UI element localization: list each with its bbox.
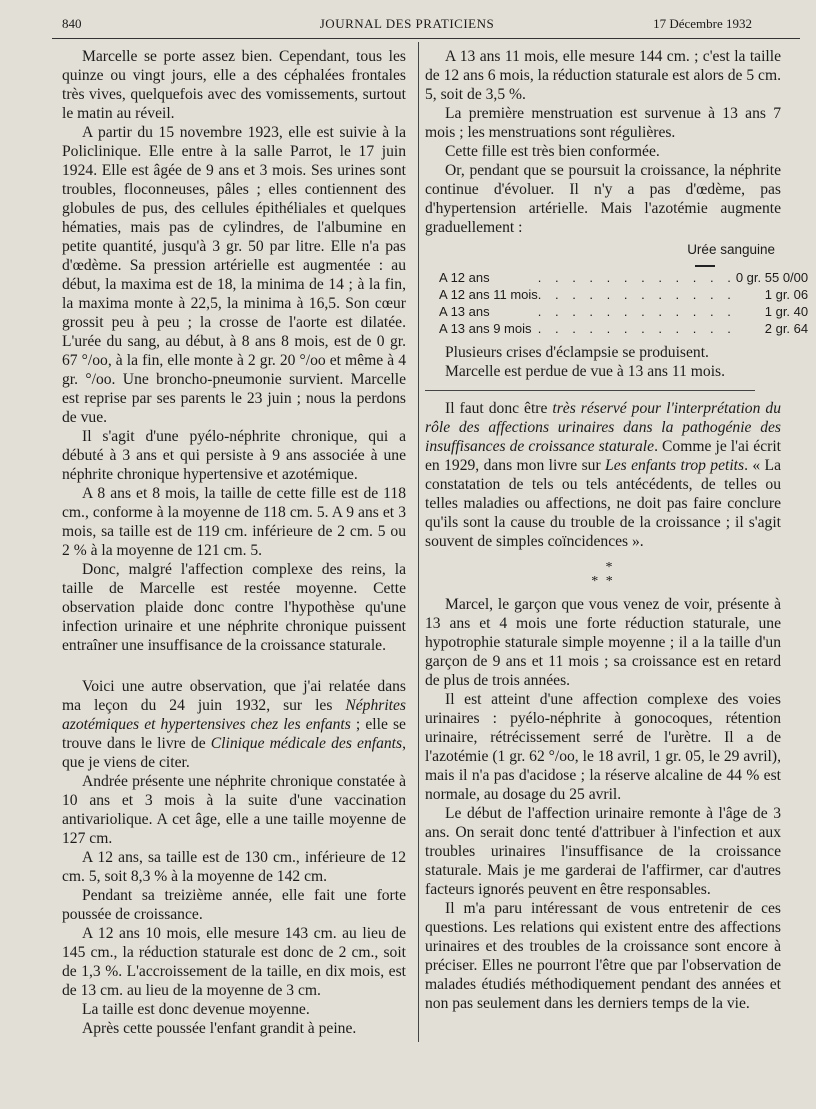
leader-dots: . . . . . . . . . . . . xyxy=(537,304,736,319)
paragraph: A partir du 15 novembre 1923, elle est suivie à la Policlinique. Elle entre à la salle Parrot, le 17 juin 1924. Elle est âgée de 9 ans et 3 mois. Ses urines sont troubles, floconneuses, pâles ; elles contiennent des globules de pus, des cellules épithéliales et quelques hématies, mais pas de cylindres, de l'albumine en petite quantité, jusqu'à 3 gr. 50 par litre. Elle n'a pas d'œdème. Sa pression artérielle est augmentée : au début, la maxima est de 18, la minima de 14 ; à la fin, la maxima monte à 22,5, la minima à 16,5. Son cœur grossit peu à peu ; la crosse de l'aorte est dilatée. L'urée du sang, au début, à 8 ans 8 mois, est de 0 gr. 67 °/oo, à la fin, elle monte à 2 gr. 20 °/oo et même à 4 gr. °/oo. Une broncho-pneumonie survient. Marcelle est reprise par ses parents le 23 juin ; nous la perdons de vue. xyxy=(62,124,406,426)
page-header xyxy=(62,16,752,36)
table-row xyxy=(425,286,816,303)
urea-table-header: Urée sanguine xyxy=(687,242,775,257)
paragraph: Il m'a paru intéressant de vous entretenir de ces questions. Les relations qui existent entre des affections urinaires et des troubles de la croissance sont encore à préciser. Elles ne pourront l'être que par l'observation de malades étudiés méthodiquement pendant des années et non pas seulement dans les derniers temps de la vie. xyxy=(425,900,781,1012)
leader-dots: . . . . . . . . . . . . xyxy=(537,270,736,285)
italic-title: Clinique médicale des enfants xyxy=(210,735,403,752)
table-row xyxy=(425,269,816,286)
italic-emphasis: très réservé pour l'interprétation du rôle des affections urinaires dans la pathogénie des insuffisances de croissance staturale xyxy=(425,400,781,455)
issue-date: 17 Décembre 1932 xyxy=(653,16,752,31)
paragraph: A 13 ans 11 mois, elle mesure 144 cm. ; c'est la taille de 12 ans 6 mois, la réduction staturale est alors de 5 cm. 5, soit de 3,5 %. xyxy=(425,48,781,103)
asterism xyxy=(425,561,781,595)
urea-value: 2 gr. 64 xyxy=(764,321,809,336)
right-column xyxy=(425,47,809,1013)
asterism-top: * xyxy=(605,560,615,575)
paragraph-conclusion: Il faut donc être très réservé pour l'interprétation du rôle des affections urinaires dans la pathogénie des insuffisances de croissance staturale. Comme je l'ai écrit en 1929, dans mon livre sur Les enfants trop petits. « La constatation de tels ou tels antécédents, de telles ou telles maladies ou affections, ne doit pas faire conclure qu'ils sont la cause du trouble de la croissance ; il s'agit souvent de simples coïncidences ». xyxy=(425,400,781,550)
paragraph: Marcel, le garçon que vous venez de voir, présente à 13 ans et 4 mois une forte réduction staturale, une hypotrophie staturale simple moyenne ; il a la taille d'un garçon de 9 ans et 11 mois ; sa croissance est en retard de plus de trois années. xyxy=(425,596,781,689)
paragraph: La première menstruation est survenue à 13 ans 7 mois ; les menstruations sont régulières. xyxy=(425,105,781,141)
asterism-bottom: * * xyxy=(591,574,615,589)
paragraph: A 8 ans et 8 mois, la taille de cette fille est de 118 cm., conforme à la moyenne de 118 cm. 5. A 9 ans et 3 mois, sa taille est de 119 cm. inférieure de 2 cm. 5 ou 2 % à la moyenne de 121 cm. 5. xyxy=(62,485,406,559)
paragraph: Or, pendant que se poursuit la croissance, la néphrite continue d'évoluer. Il n'y a pas d'œdème, pas d'hypertension artérielle. Mais l'azotémie augmente graduellement : xyxy=(425,162,781,236)
paragraph: La taille est donc devenue moyenne. xyxy=(82,1001,310,1018)
leader-dots: . . . . . . . . . . . . xyxy=(537,321,736,336)
header-rule xyxy=(52,38,800,39)
urea-age: A 13 ans 9 mois xyxy=(439,321,532,336)
paragraph: Il est atteint d'une affection complexe des voies urinaires : pyélo-néphrite à gonocoques, rétention urinaire, rétrécissement serré de l'urètre. Il a de l'azotémie (1 gr. 62 °/oo, le 18 avril, 1 gr. 05, le 29 avril), mais il n'a pas d'acidose ; la réserve alcaline de 44 % est normale, au dosage du 25 avril. xyxy=(425,691,781,803)
paragraph: Pendant sa treizième année, elle fait une forte poussée de croissance. xyxy=(62,887,406,923)
paragraph: A 12 ans, sa taille est de 130 cm., inférieure de 12 cm. 5, soit 8,3 % à la moyenne de 142 cm. xyxy=(62,849,406,885)
italic-title: Néphrites azotémiques et hypertensives chez les enfants xyxy=(62,697,406,733)
paragraph: A 12 ans 10 mois, elle mesure 143 cm. au lieu de 145 cm., la réduction staturale est donc de 2 cm., soit de 1,3 %. L'accroissement de la taille, en dix mois, est de 13 cm. au lieu de la moyenne de 3 cm. xyxy=(62,925,406,999)
italic-title: Les enfants trop petits xyxy=(605,457,745,474)
section-divider xyxy=(425,390,755,391)
paragraph: Il s'agit d'une pyélo-néphrite chronique, qui a débuté à 3 ans et qui persiste à 9 ans associée à une néphrite chronique hypertensive et azotémique. xyxy=(62,428,406,483)
column-divider xyxy=(418,42,419,1042)
urea-age: A 13 ans xyxy=(439,304,490,319)
paragraph: Le début de l'affection urinaire remonte à l'âge de 3 ans. On serait donc tenté d'attribuer à l'infection et aux troubles urinaires l'insuffisance de la croissance staturale. Mais je me garderai de l'affirmer, car d'autres facteurs ignorés peuvent en être responsables. xyxy=(425,805,781,898)
urea-value: 1 gr. 06 xyxy=(764,287,809,302)
page-number: 840 xyxy=(62,16,82,31)
table-row xyxy=(425,303,816,320)
paragraph: Après cette poussée l'enfant grandit à peine. xyxy=(82,1020,357,1037)
paragraph: Marcelle se porte assez bien. Cependant, tous les quinze ou vingt jours, elle a des céphalées frontales très vives, quelquefois avec des vomissements, surtout le matin au réveil. xyxy=(62,48,406,122)
urea-age: A 12 ans 11 mois xyxy=(439,287,538,302)
left-column xyxy=(62,47,406,1038)
urea-age: A 12 ans xyxy=(439,270,490,285)
paragraph: Marcelle est perdue de vue à 13 ans 11 mois. xyxy=(445,363,726,380)
paragraph-citation: Voici une autre observation, que j'ai relatée dans ma leçon du 24 juin 1932, sur les Néphrites azotémiques et hypertensives chez les enfants ; elle se trouve dans le livre de Clinique médicale des enfants, que je viens de citer. xyxy=(62,678,406,771)
journal-title: JOURNAL DES PRATICIENS xyxy=(319,16,495,31)
urea-header-dash xyxy=(695,265,715,267)
table-row xyxy=(425,320,816,337)
paragraph: Andrée présente une néphrite chronique constatée à 10 ans et 3 mois à la suite d'une vaccination antivariolique. A cet âge, elle a une taille moyenne de 127 cm. xyxy=(62,773,406,847)
leader-dots: . . . . . . . . . . . . xyxy=(537,287,736,302)
paragraph: Cette fille est très bien conformée. xyxy=(445,143,660,160)
urea-value: 0 gr. 55 0/00 xyxy=(735,270,809,285)
urea-table xyxy=(425,269,816,337)
urea-value: 1 gr. 40 xyxy=(764,304,809,319)
paragraph: Donc, malgré l'affection complexe des reins, la taille de Marcelle est restée moyenne. Cette observation plaide donc contre l'hypothèse qu'une infection urinaire et une néphrite chronique puissent entraîner une insuffisance de la croissance staturale. xyxy=(62,561,406,654)
paragraph: Plusieurs crises d'éclampsie se produisent. xyxy=(445,344,709,361)
